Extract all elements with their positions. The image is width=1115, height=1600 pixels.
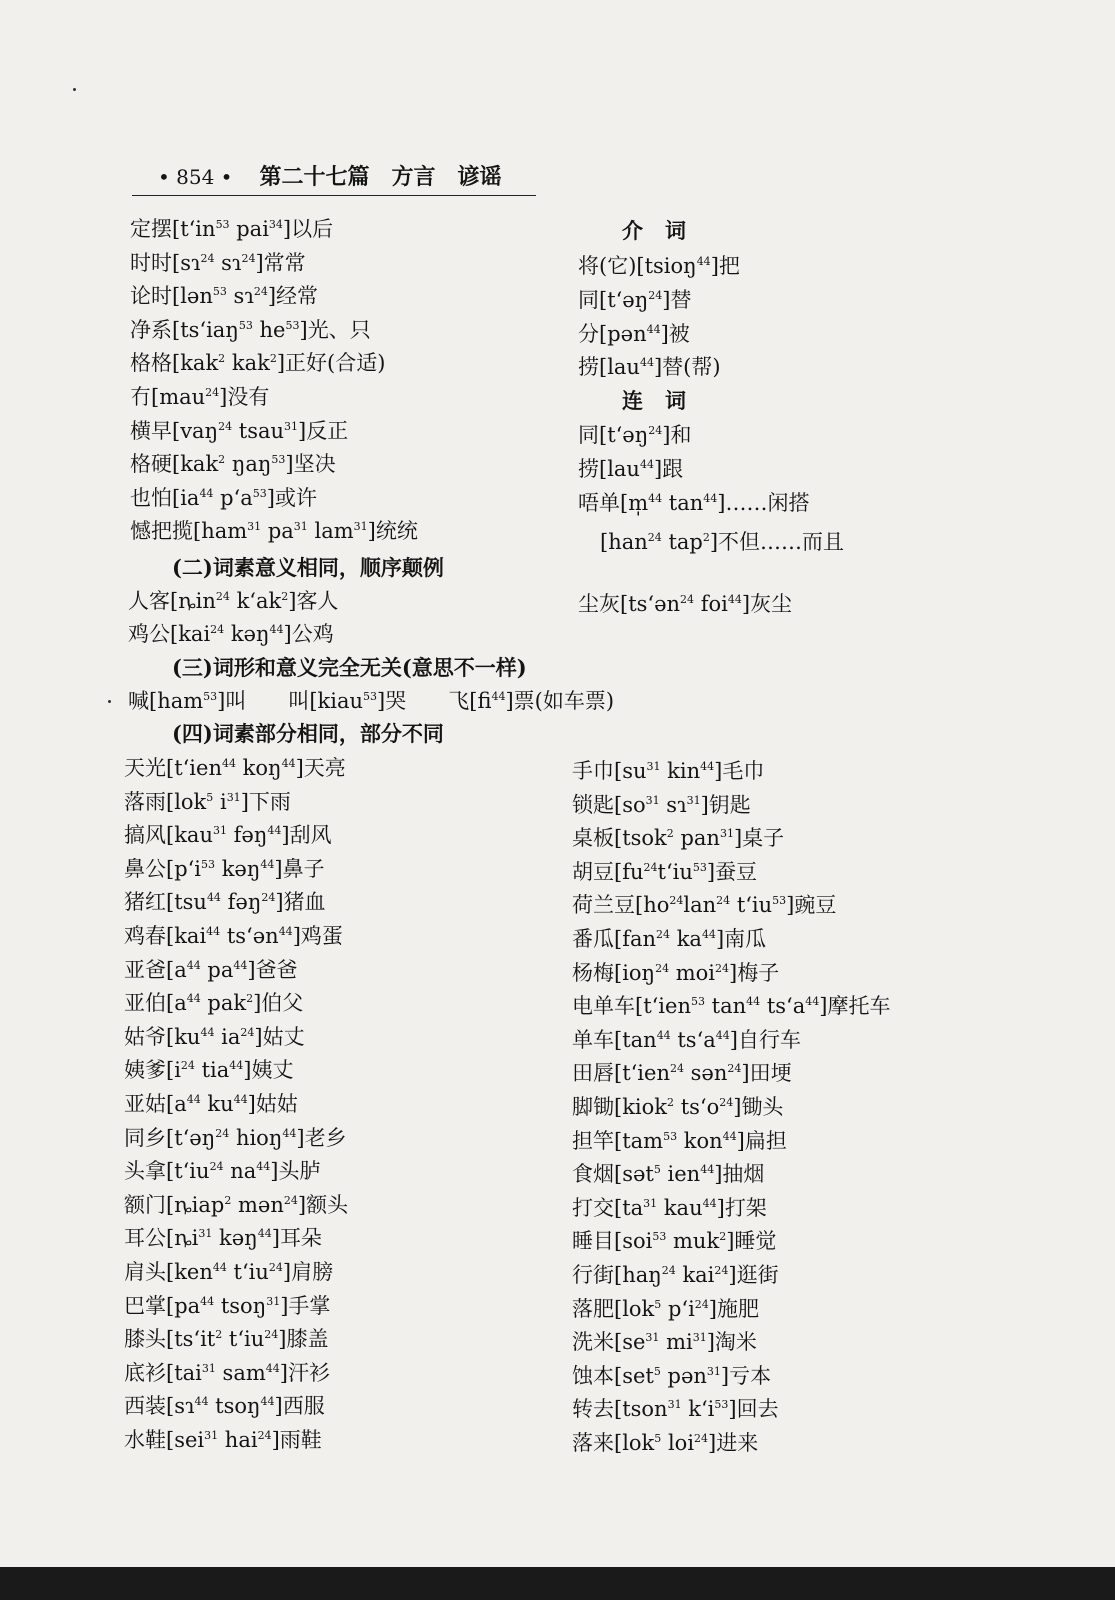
meaning: 桌子 [742,826,785,851]
dialect-word: 时时 [130,250,172,275]
meaning: 汗衫 [287,1360,330,1385]
pronunciation: [$ia^{44}$ $p‘a^{53}$] [172,485,275,510]
meaning: 老乡 [304,1125,347,1150]
partial-entry [572,1363,771,1389]
dialect-word: 定摆 [130,217,172,241]
partial-entry [572,1329,757,1355]
pronunciation: [$ta^{31}$ kau$^{44}$] [614,1195,725,1220]
reordered-entry [128,588,338,614]
dialect-word: 行街 [572,1263,614,1287]
partial-entry [124,1326,328,1352]
meaning: 姨丈 [251,1058,294,1083]
conjunction-entry [578,456,683,482]
pronunciation: [haŋ$^{24}$ kai$^{24}$] [614,1263,737,1287]
adverb-entry [130,485,317,511]
meaning: 额头 [306,1192,349,1217]
meaning: 和 [670,423,692,447]
pronunciation: [kak$^2$ ŋaŋ$^{53}$] [172,452,294,477]
partial-entry [124,1091,298,1117]
dialect-word: 头拿 [124,1159,166,1184]
pronunciation: [$i^{24}$ tia$^{44}$] [166,1058,252,1083]
meaning: 或许 [274,485,317,510]
meaning: 猪血 [283,890,326,915]
pronunciation: [lok$^5$ loi$^{24}$] [614,1431,717,1455]
pronunciation: [ioŋ$^{24}$ moi$^{24}$] [614,960,738,985]
partial-entry [124,856,325,882]
pronunciation: [tson$^{31}$ $k‘i^{53}$] [614,1397,737,1422]
partial-entry [572,892,836,918]
pronunciation: [tsioŋ$^{44}$] [636,254,719,278]
pronunciation: [sɿ$^{44}$ tsoŋ$^{44}$] [166,1394,283,1419]
pronunciation: [tsok$^2$ pan$^{31}$] [614,826,743,851]
meaning: 摩托车 [827,994,891,1019]
meaning: 刮风 [289,823,332,848]
dialect-word: 捞 [578,457,599,481]
partial-entry [572,1195,767,1221]
partial-entry [572,1094,783,1120]
dialect-word: 胡豆 [572,859,614,884]
page-header [158,160,502,191]
meaning: 梅子 [737,960,780,985]
dialect-word: 分 [578,321,599,346]
heading-section-2: (二)词素意义相同，顺序颠例 [172,555,444,580]
meaning: 蚕豆 [715,859,758,884]
pronunciation: [vaŋ$^{24}$ tsau$^{31}$] [172,418,307,443]
pronunciation: [lau$^{44}$] [599,355,663,380]
pronunciation: [kiok$^2$ $ts‘o^{24}$] [614,1095,742,1119]
dialect-word: 脚锄 [572,1095,614,1119]
pronunciation: [set$^5$ pən$^{31}$] [614,1363,730,1388]
meaning: 头胪 [278,1159,321,1184]
meaning: 天亮 [303,756,346,780]
conjunction-entry [578,422,691,448]
dialect-word: 荷兰豆 [572,893,635,918]
pronunciation: [t‘əŋ$^{24}$] [599,287,671,312]
meaning: 以后 [291,217,334,241]
pronunciation: [$ts‘it^2$ $t‘iu^{24}$] [166,1327,287,1352]
dialect-word: 格格 [130,351,172,376]
dialect-word: 洗米 [572,1330,614,1355]
pronunciation: [lok$^5$ $p‘i^{24}$] [614,1296,717,1321]
pronunciation: [kak$^2$ kak$^2$] [172,351,286,376]
meaning: 施肥 [717,1296,759,1321]
meaning: 伯父 [261,991,304,1016]
pronunciation: [tam$^{53}$ kon$^{44}$] [614,1128,745,1153]
partial-entry [124,1393,325,1419]
dialect-word: 冇 [130,385,151,409]
heading-section-3: (三)词形和意义完全无关(意思不一样) [172,655,527,680]
pronunciation: [ts‘ən$^{24}$ foi$^{44}$] [620,592,751,616]
preposition-entry [578,253,740,279]
pronunciation: [soi$^{53}$ muk$^2$] [614,1229,735,1254]
dialect-word: 人客 [128,589,170,613]
preposition-entry [578,321,690,347]
dialect-word: 姨爹 [124,1058,166,1083]
meaning: 西服 [282,1394,325,1419]
dialect-word: 耳公 [124,1226,166,1251]
dialect-word: 鼻公 [124,856,166,881]
dialect-word: 西装 [124,1394,166,1419]
dialect-word: 田唇 [572,1061,614,1086]
dialect-word: 睡目 [572,1229,614,1254]
dialect-word: 电单车 [572,994,635,1019]
meaning: 反正 [306,418,349,443]
dialect-word: 也怕 [130,485,172,510]
meaning: 替 [670,287,692,312]
pronunciation: [t‘əŋ$^{24}$] [599,423,671,447]
meaning: 姑丈 [262,1024,305,1049]
dialect-word: 姑爷 [124,1024,166,1049]
pronunciation: [t‘ien$^{24}$ sən$^{24}$] [614,1061,750,1086]
pronunciation: [ts‘iaŋ$^{53}$ $he^{53}$] [172,317,308,342]
meaning: 被 [668,321,690,346]
meaning: 打架 [724,1195,767,1220]
dialect-word: 亚爸 [124,957,166,982]
dialect-word: 格硬 [130,452,172,477]
dialect-word: 桌板 [572,826,614,851]
chapter-title: 第二十七篇 方言 谚谣 [259,164,502,190]
meaning: 跟 [662,457,684,481]
dialect-word: 落来 [572,1431,614,1455]
partial-entry [124,957,298,983]
pronunciation: [t‘ien$^{44}$ koŋ$^{44}$] [166,756,304,780]
partial-entry [124,789,291,815]
meaning: ……闲搭 [725,491,810,515]
pronunciation: [mau$^{24}$] [151,385,228,409]
partial-entry [124,822,332,848]
meaning: 钥匙 [708,792,751,817]
meaning: 手掌 [288,1293,331,1318]
dialect-word: 巴掌 [124,1293,166,1318]
partial-entry [572,1128,787,1154]
scan-speck [108,700,111,703]
dialect-word: 捞 [578,355,599,380]
meaning: 下雨 [248,789,291,814]
dialect-word: 横早 [130,418,172,443]
meaning: 田埂 [749,1061,792,1086]
conjunction-entry [600,529,844,555]
reordered-entry [128,621,334,647]
partial-entry [572,758,764,784]
meaning: 姑姑 [255,1092,298,1116]
partial-entry [572,1430,758,1456]
meaning: 光、只 [307,317,371,342]
adverb-entry [130,283,318,309]
pronunciation: [lən$^{53}$ sɿ$^{24}$] [172,284,277,309]
dialect-word: 鸡公 [128,622,170,646]
pronunciation: [t‘əŋ$^{24}$ hioŋ$^{44}$] [166,1125,305,1150]
partial-entry [572,993,890,1019]
dialect-word: 唔单 [578,491,620,515]
adverb-entry [130,216,333,242]
meaning: 爸爸 [255,957,298,982]
pronunciation: [$su^{31}$ kin$^{44}$] [614,759,723,783]
pronunciation: [$se^{31}$ $mi^{31}$] [614,1330,715,1355]
dialect-word: 鸡春 [124,924,166,948]
meaning: 膝盖 [286,1327,329,1352]
adverb-entry [130,250,306,276]
partial-entry [572,1396,779,1422]
adverb-entry [130,384,269,410]
dialect-word: 论时 [130,284,172,309]
dialect-word: 净系 [130,317,172,342]
dialect-word: 憾把揽 [130,519,193,544]
pronunciation: [$ȵi^{31}$ kəŋ$^{44}$] [166,1226,280,1251]
adverb-entry [130,451,336,477]
pronunciation: [sət$^5$ ien$^{44}$] [614,1162,723,1187]
dialect-word: 同 [578,423,599,447]
partial-entry [572,1296,759,1322]
partial-entry [124,889,326,915]
dialect-word: 肩头 [124,1260,166,1284]
pronunciation: [han$^{24}$ tap$^2$] [600,530,719,554]
heading-conjunctions: 连词 [622,388,708,413]
partial-entry [124,1057,293,1083]
dialect-word: 额门 [124,1192,166,1217]
partial-entry [572,926,766,952]
pronunciation: [$a^{44}$ $ku^{44}$] [166,1092,256,1116]
dialect-word: 尘灰 [578,592,620,616]
partial-entry [572,1228,776,1254]
meaning: 客人 [296,589,339,613]
pronunciation: [$ho^{24}lan^{24}$ $t‘iu^{53}$] [635,893,795,918]
partial-entry [572,960,779,986]
meaning: 睡觉 [734,1229,777,1254]
pronunciation: [tai$^{31}$ sam$^{44}$] [166,1360,288,1385]
pronunciation: [$pa^{44}$ tsoŋ$^{31}$] [166,1293,289,1318]
header-rule [132,195,536,196]
meaning: 灰尘 [750,592,793,616]
dialect-word: 手巾 [572,759,614,783]
partial-entry [572,792,751,818]
dialect-word: 担竿 [572,1128,614,1153]
pronunciation: [fan$^{24}$ $ka^{44}$] [614,927,725,951]
dialect-word: 膝头 [124,1327,166,1352]
meaning: 自行车 [737,1027,801,1052]
section-3-line: 喊[ham$^{53}$]叫 叫[kiau$^{53}$]哭 飞$[fi^{44}]$票(如车票) [128,689,615,713]
meaning: 正好(合适) [285,351,386,376]
meaning: 坚决 [293,452,336,477]
partial-entry [572,825,784,851]
adverb-entry [130,418,348,444]
pronunciation: [$a^{44}$ pak$^2$] [166,991,262,1016]
dialect-word: 亚姑 [124,1092,166,1116]
dialect-word: 落雨 [124,789,166,814]
meaning: 公鸡 [291,622,334,646]
pronunciation: [lau$^{44}$] [599,457,663,481]
scan-speck [73,88,76,91]
partial-entry [124,1125,347,1151]
adverb-entry [130,518,418,544]
reordered-entry [578,591,792,617]
meaning: 锄头 [741,1095,784,1119]
adverb-entry [130,317,371,343]
meaning: 亏本 [729,1363,772,1388]
dialect-word: 水鞋 [124,1428,166,1452]
dialect-word: 番瓜 [572,927,614,951]
conjunction-entry [578,490,809,516]
pronunciation: [ham$^{31}$ $pa^{31}$ lam$^{31}$] [193,519,376,544]
partial-entry [124,923,343,949]
dialect-word: 蚀本 [572,1363,614,1388]
pronunciation: [t‘ien$^{53}$ $\tan^{44}$ $ts‘a^{44}$] [635,994,828,1019]
partial-entry [124,1192,348,1218]
pronunciation: [kai$^{24}$ kəŋ$^{44}$] [170,622,292,646]
pronunciation: [$\tan^{44}$ $ts‘a^{44}$] [614,1027,738,1052]
pronunciation: [$a^{44}$ $pa^{44}$] [166,957,256,982]
pronunciation: [ȵin$^{24}$ $k‘ak^2$] [170,589,297,613]
meaning: 雨鞋 [279,1428,322,1452]
page-number: • 854 • [158,165,233,189]
partial-entry [124,1259,333,1285]
dialect-word: 猪红 [124,890,166,915]
partial-entry [572,859,757,885]
pronunciation: [$t‘in^{53}$ pai$^{34}$] [172,217,292,241]
pronunciation: [lok$^5$ $i^{31}$] [166,789,249,814]
partial-entry [124,1360,330,1386]
meaning: 把 [718,254,740,278]
dialect-word: 同 [578,287,599,312]
dialect-word: 将(它) [578,254,637,278]
pronunciation: [$p‘i^{53}$ kəŋ$^{44}$] [166,856,283,881]
pronunciation: $[fu^{24}t‘iu^{53}]$ [614,859,716,884]
dialect-word: 转去 [572,1397,614,1422]
meaning: 常常 [263,250,306,275]
adverb-entry [130,350,385,376]
preposition-entry [578,287,691,313]
dialect-word: 天光 [124,756,166,780]
partial-entry [572,1060,792,1086]
partial-entry [124,755,346,781]
meaning: 回去 [736,1397,779,1422]
dialect-word: 单车 [572,1027,614,1052]
dialect-word: 打交 [572,1195,614,1220]
partial-entry [572,1027,801,1053]
pronunciation: [tsu$^{44}$ fəŋ$^{24}$] [166,890,284,915]
meaning: 替(帮) [662,355,721,380]
pronunciation: [kai$^{44}$ ts‘ən$^{44}$] [166,924,301,948]
meaning: 逛街 [736,1263,779,1287]
partial-entry [572,1262,779,1288]
partial-entry [572,1161,764,1187]
meaning: 扁担 [744,1128,787,1153]
dialect-word: 锁匙 [572,792,614,817]
pronunciation: [ȵiap$^2$ mən$^{24}$] [166,1192,307,1217]
meaning: 进来 [716,1431,759,1455]
partial-entry [124,1225,322,1251]
pronunciation: [sɿ$^{24}$ sɿ$^{24}$] [172,250,264,275]
meaning: 毛巾 [722,759,765,783]
meaning: 豌豆 [794,893,837,918]
heading-section-4: (四)词素部分相同，部分不同 [172,721,444,746]
pronunciation: [kau$^{31}$ fəŋ$^{44}$] [166,823,290,848]
pronunciation: [ken$^{44}$ $t‘iu^{24}$] [166,1260,292,1284]
dialect-word: 食烟 [572,1162,614,1187]
meaning: 统统 [375,519,418,544]
pronunciation: [$so^{31}$ sɿ$^{31}$] [614,792,709,817]
dialect-word: 落肥 [572,1296,614,1321]
meaning: 鼻子 [282,856,325,881]
heading-prepositions: 介词 [622,218,708,243]
scan-edge [0,1567,1115,1600]
partial-entry [124,1024,305,1050]
meaning: 经常 [276,284,319,309]
meaning: 肩膀 [291,1260,334,1284]
meaning: 没有 [227,385,270,409]
partial-entry [124,1293,330,1319]
pronunciation: [sei$^{31}$ hai$^{24}$] [166,1428,280,1452]
pronunciation: [pən$^{44}$] [599,321,669,346]
partial-entry [124,990,303,1016]
dialect-word: 搞风 [124,823,166,848]
preposition-entry [578,354,721,380]
dialect-word: 同乡 [124,1125,166,1150]
dialect-word: 亚伯 [124,991,166,1016]
pronunciation: [m̩$^{44}$ $\tan^{44}$] [620,491,726,515]
dialect-word: 底衫 [124,1360,166,1385]
partial-entry [124,1427,322,1453]
meaning: 抽烟 [722,1162,765,1187]
pronunciation: [$t‘iu^{24}$ $na^{44}$] [166,1159,279,1184]
dialect-word: 杨梅 [572,960,614,985]
meaning: 鸡蛋 [300,924,343,948]
meaning: 南瓜 [724,927,767,951]
meaning: 不但……而且 [718,530,845,554]
pronunciation: [$ku^{44}$ $ia^{24}$] [166,1024,263,1049]
partial-entry [124,1158,321,1184]
meaning: 耳朵 [279,1226,322,1251]
meaning: 淘米 [714,1330,757,1355]
